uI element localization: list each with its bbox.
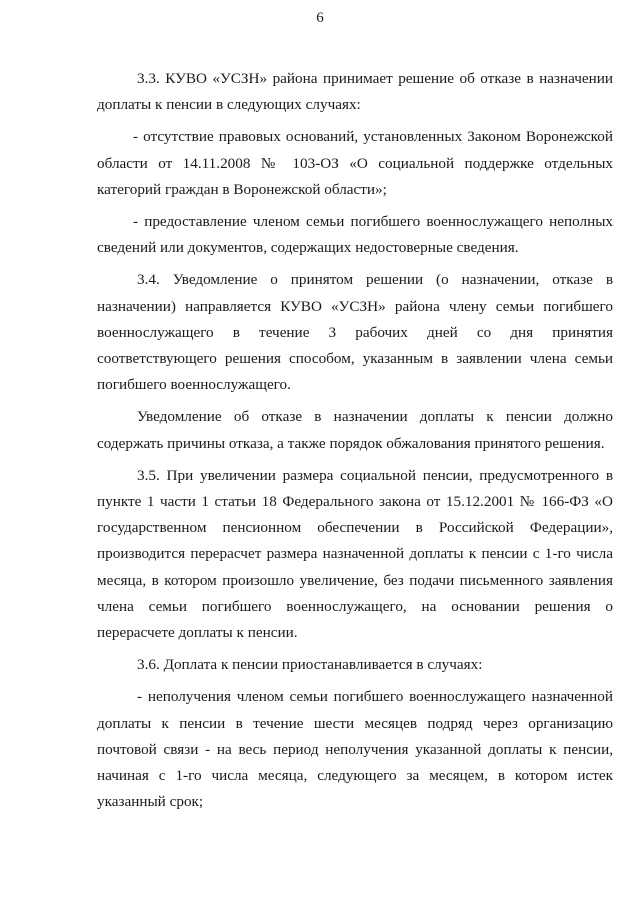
paragraph-3-3-item-2: - предоставление членом семьи погибшего военнослужащего неполных сведений или документов, содержащих недостоверные сведения. (97, 213, 613, 257)
paragraph-3-5: 3.5. При увеличении размера социальной пенсии, предусмотренного в пункте 1 части 1 статьи 18 Федерального закона от 15.12.2001 № 166-ФЗ «О государственном пенсионном обеспечении в Российской Федерации», производится перерасчет размера назначенной доплаты к пенсии с 1-го числа месяца, в котором произошло увеличение, без подачи письменного заявления члена семьи погибшего военнослужащего, на основании решения о перерасчете доплаты к пенсии. (97, 466, 613, 642)
paragraph-3-6: 3.6. Доплата к пенсии приостанавливается в случаях: (137, 656, 483, 674)
paragraph-3-3: 3.3. КУВО «УСЗН» района принимает решение об отказе в назначении доплаты к пенсии в следующих случаях: (97, 70, 613, 114)
page-number: 6 (316, 10, 324, 26)
paragraph-3-4-notice: Уведомление об отказе в назначении доплаты к пенсии должно содержать причины отказа, а также порядок обжалования принятого решения. (97, 408, 613, 452)
paragraph-3-4: 3.4. Уведомление о принятом решении (о назначении, отказе в назначении) направляется КУВО «УСЗН» района члену семьи погибшего военнослужащего в течение 3 рабочих дней со дня принятия соответствующего решения способом, указанным в заявлении члена семьи погибшего военнослужащего. (97, 271, 613, 394)
paragraph-3-6-item-1: - неполучения членом семьи погибшего военнослужащего назначенной доплаты к пенсии в течение шести месяцев подряд через организацию почтовой связи - на весь период неполучения указанной доплаты к пенсии, начиная с 1-го числа месяца, следующего за месяцем, в котором истек указанный срок; (97, 688, 613, 811)
paragraph-3-3-item-1: - отсутствие правовых оснований, установленных Законом Воронежской области от 14.11.2008 № 103-ОЗ «О социальной поддержке отдельных категорий граждан в Воронежской области»; (97, 128, 613, 198)
document-body (97, 66, 613, 821)
